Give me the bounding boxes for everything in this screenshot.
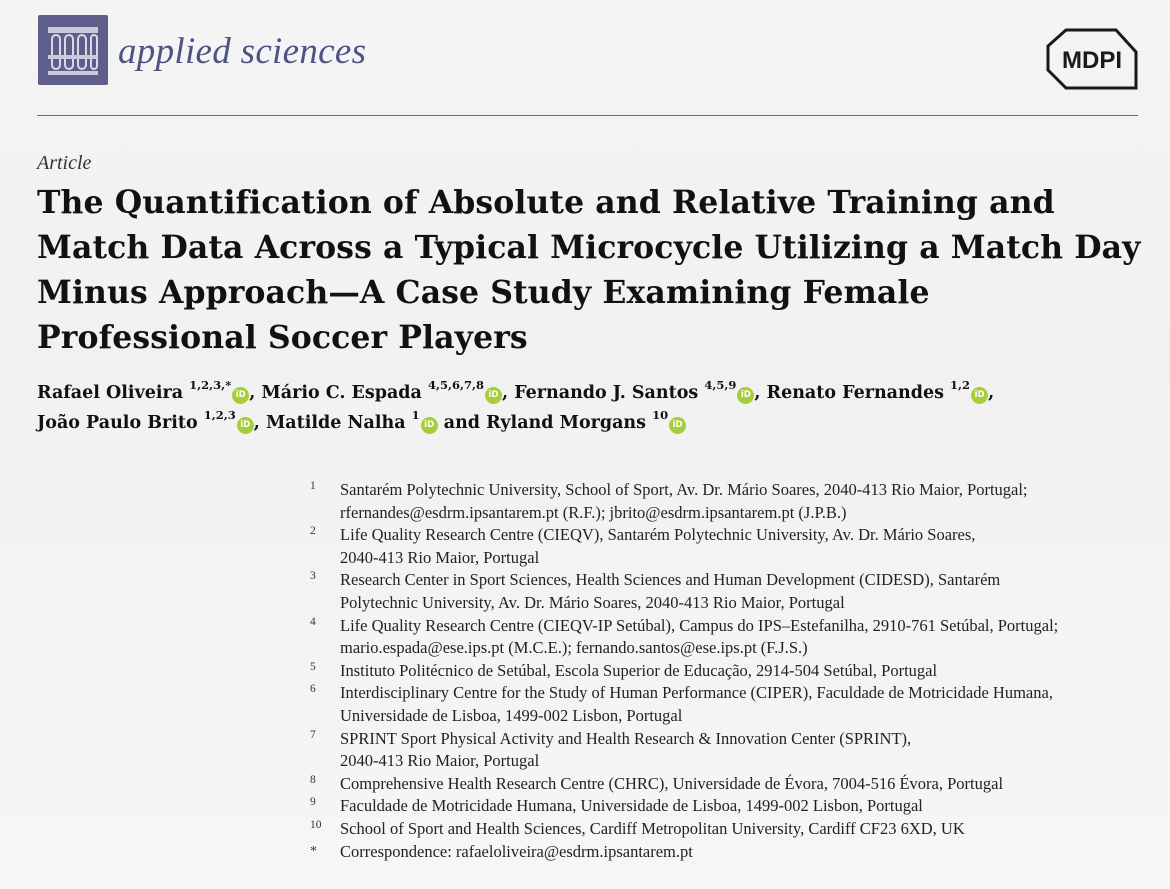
affiliation-line: SPRINT Sport Physical Activity and Health Research & Innovation Center (SPRINT), <box>340 728 912 748</box>
affiliation-item <box>308 524 1148 569</box>
author-separator: , <box>249 383 262 403</box>
affiliation-line: Life Quality Research Centre (CIEQV-IP Setúbal), Campus do IPS–Estefanilha, 2910-761 Setúbal, Portugal; <box>340 615 1059 635</box>
author-affiliation-marker: 1,2,3 <box>203 408 236 423</box>
affiliation-list <box>308 479 1148 863</box>
author-affiliation-marker: 4,5,6,7,8 <box>427 378 485 393</box>
author-affiliation-marker: 1 <box>411 408 420 423</box>
journal-header <box>0 0 1170 120</box>
author-separator: , <box>754 383 767 403</box>
affiliation-number: 9 <box>310 796 316 809</box>
affiliation-line: Life Quality Research Centre (CIEQV), Santarém Polytechnic University, Av. Dr. Mário Soares, <box>340 525 976 545</box>
affiliation-item <box>308 841 1148 864</box>
affiliation-line: 2040-413 Rio Maior, Portugal <box>340 751 540 771</box>
author-affiliation-marker: 1,2,3,* <box>189 378 232 393</box>
affiliation-item <box>308 728 1148 773</box>
affiliation-line: Interdisciplinary Centre for the Study of Human Performance (CIPER), Faculdade de Motricidade Humana, <box>340 683 1053 703</box>
affiliation-item <box>308 569 1148 614</box>
author-name[interactable]: Mário C. Espada <box>261 383 422 403</box>
author-name[interactable]: Ryland Morgans <box>486 413 646 433</box>
author-name[interactable]: Fernando J. Santos <box>514 383 699 403</box>
orcid-icon[interactable]: iD <box>971 387 988 404</box>
affiliation-number: 7 <box>310 728 316 741</box>
affiliation-line: Correspondence: rafaeloliveira@esdrm.ipsantarem.pt <box>340 841 693 861</box>
affiliation-number: 4 <box>310 615 316 628</box>
author-list <box>37 378 1147 438</box>
affiliation-number: 8 <box>310 773 316 786</box>
affiliation-item <box>308 660 1148 683</box>
author-name[interactable]: Matilde Nalha <box>265 413 406 433</box>
affiliation-line: Faculdade de Motricidade Humana, Universidade de Lisboa, 1499-002 Lisbon, Portugal <box>340 796 923 816</box>
author-separator: , <box>988 383 995 403</box>
header-divider <box>37 115 1138 116</box>
svg-text:MDPI: MDPI <box>1062 47 1122 74</box>
author-affiliation-marker: 1,2 <box>950 378 971 393</box>
author-separator: and <box>437 413 487 433</box>
journal-logo-icon <box>38 15 108 85</box>
affiliation-line: rfernandes@esdrm.ipsantarem.pt (R.F.); jbrito@esdrm.ipsantarem.pt (J.P.B.) <box>340 502 847 522</box>
affiliation-item <box>308 479 1148 524</box>
affiliation-item <box>308 682 1148 727</box>
affiliation-line: School of Sport and Health Sciences, Cardiff Metropolitan University, Cardiff CF23 6XD, UK <box>340 818 965 838</box>
affiliation-number: 2 <box>310 525 316 538</box>
affiliation-item <box>308 615 1148 660</box>
article-type: Article <box>37 152 92 174</box>
author-affiliation-marker: 10 <box>652 408 669 423</box>
affiliation-number: 1 <box>310 480 316 492</box>
affiliation-item <box>308 818 1148 841</box>
affiliation-line: Comprehensive Health Research Centre (CHRC), Universidade de Évora, 7004-516 Évora, Portugal <box>340 773 1004 793</box>
author-name[interactable]: João Paulo Brito <box>37 413 198 433</box>
affiliation-line: Polytechnic University, Av. Dr. Mário Soares, 2040-413 Rio Maior, Portugal <box>340 592 845 612</box>
affiliation-item <box>308 773 1148 796</box>
affiliation-line: Santarém Polytechnic University, School of Sport, Av. Dr. Mário Soares, 2040-413 Rio Maior, Portugal; <box>340 480 1028 499</box>
article-title: The Quantification of Absolute and Relative Training and Match Data Across a Typical Microcycle Utilizing a Match Day Minus Approach—A Case Study Examining Female Professional Soccer Players <box>37 184 1141 356</box>
orcid-icon[interactable]: iD <box>485 387 502 404</box>
journal-name: applied sciences <box>118 31 367 72</box>
author-separator: , <box>253 413 266 433</box>
author-affiliation-marker: 4,5,9 <box>704 378 737 393</box>
author-separator: , <box>502 383 515 403</box>
affiliation-line: Instituto Politécnico de Setúbal, Escola Superior de Educação, 2914-504 Setúbal, Portugal <box>340 660 938 680</box>
mdpi-logo <box>1046 28 1138 90</box>
orcid-icon[interactable]: iD <box>421 417 438 434</box>
affiliation-line: mario.espada@ese.ips.pt (M.C.E.); fernando.santos@ese.ips.pt (F.J.S.) <box>340 638 808 658</box>
orcid-icon[interactable]: iD <box>737 387 754 404</box>
affiliation-number: 5 <box>310 660 316 673</box>
affiliation-line: 2040-413 Rio Maior, Portugal <box>340 547 540 567</box>
orcid-icon[interactable]: iD <box>237 417 254 434</box>
affiliation-number: * <box>310 843 317 859</box>
affiliation-number: 3 <box>310 570 316 583</box>
orcid-icon[interactable]: iD <box>232 387 249 404</box>
orcid-icon[interactable]: iD <box>669 417 686 434</box>
author-name[interactable]: Renato Fernandes <box>766 383 944 403</box>
affiliation-number: 6 <box>310 683 316 696</box>
affiliation-line: Universidade de Lisboa, 1499-002 Lisbon, Portugal <box>340 705 683 725</box>
affiliation-line: Research Center in Sport Sciences, Health Sciences and Human Development (CIDESD), Santarém <box>340 570 1001 590</box>
author-name[interactable]: Rafael Oliveira <box>37 383 184 403</box>
affiliation-item <box>308 795 1148 818</box>
affiliation-number: 10 <box>310 818 322 831</box>
